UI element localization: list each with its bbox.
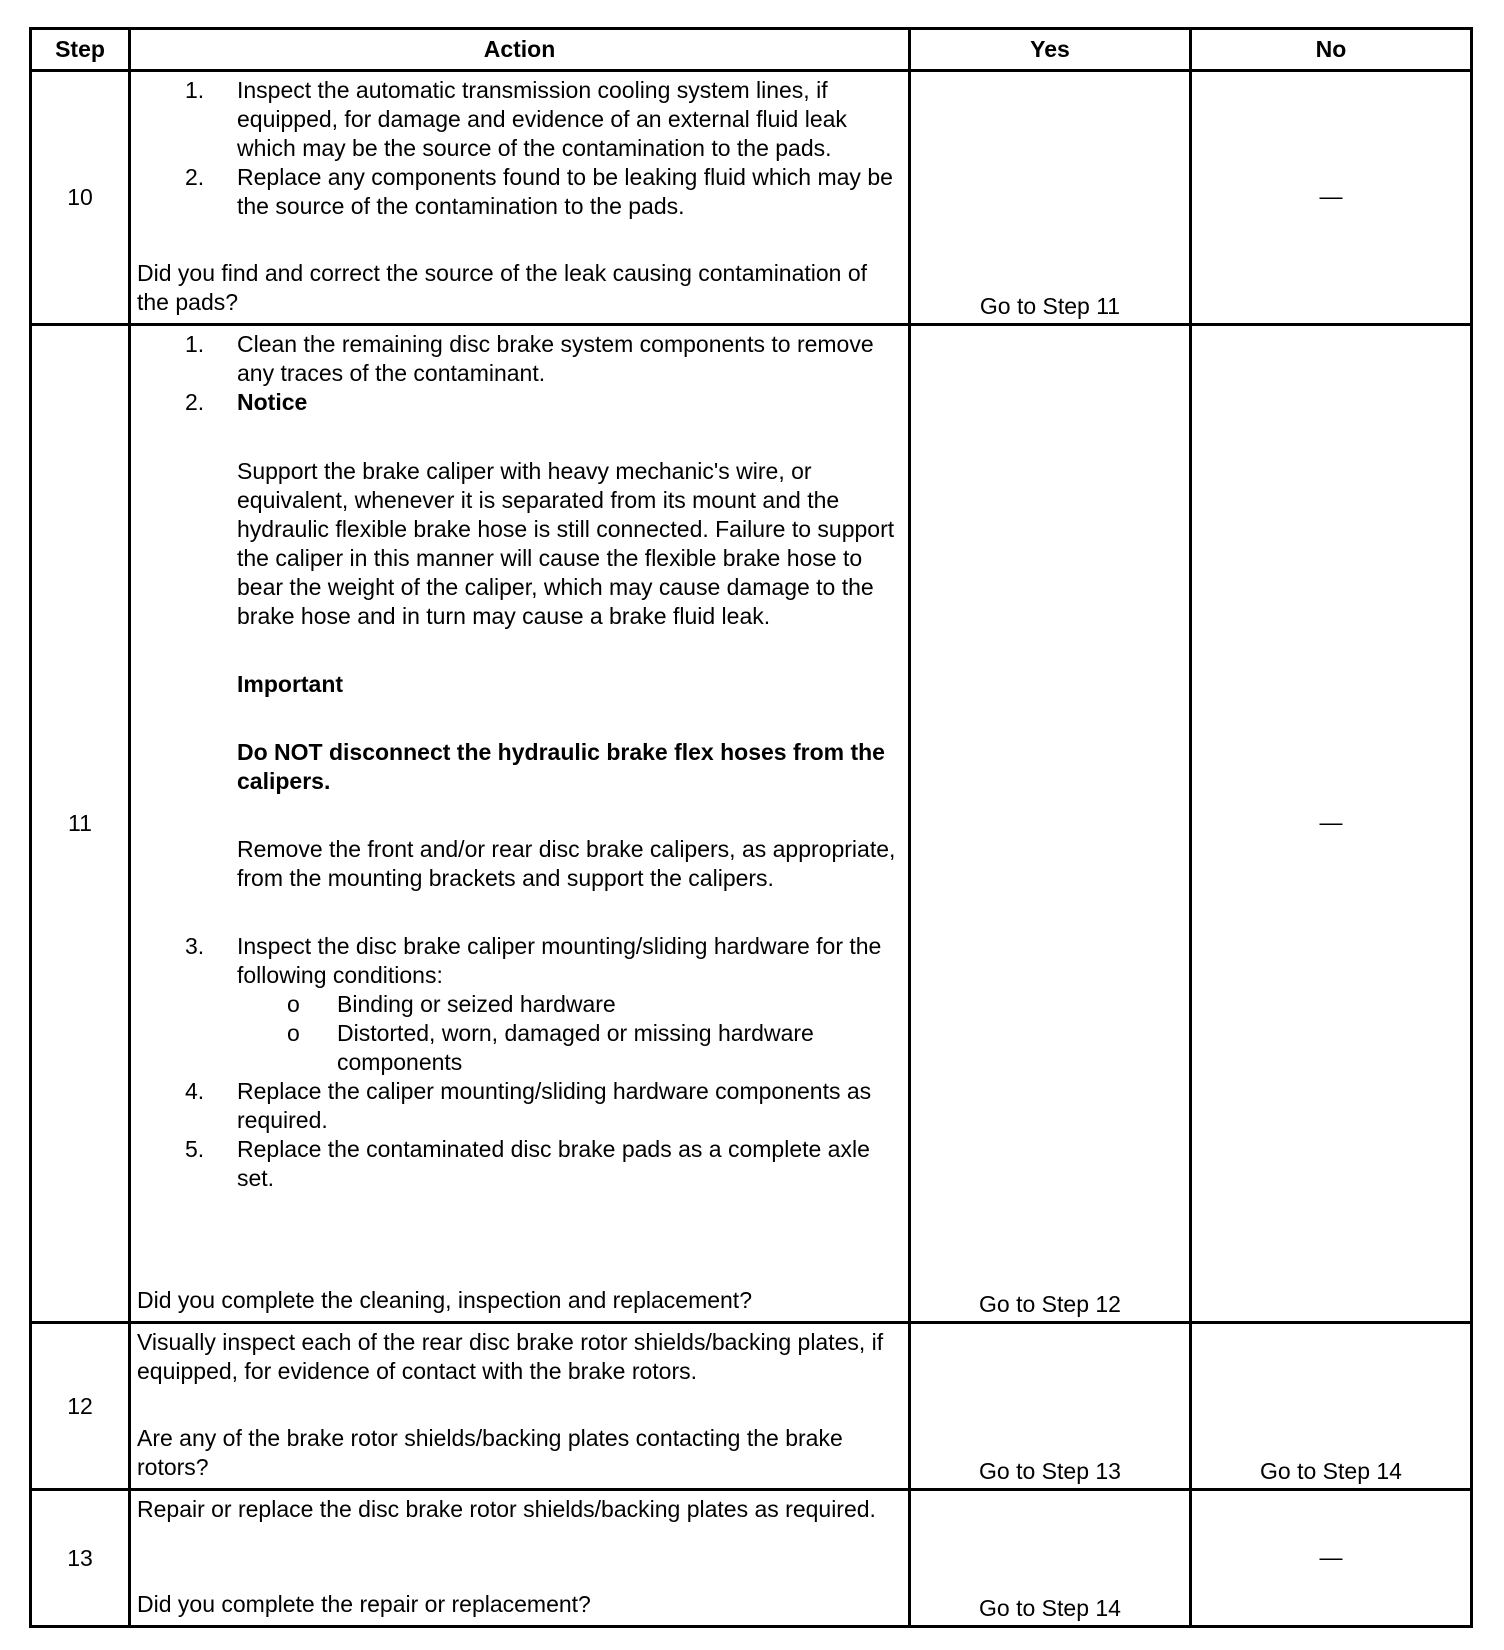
list-item: 3. Inspect the disc brake caliper mounting/sliding hardware for the following conditions: o Binding or seized hardware o Distorted, worn, damaged or missing hardware components (137, 932, 902, 1077)
step-number: 10 (31, 71, 130, 325)
yes-result: Go to Step 13 (910, 1323, 1191, 1490)
table-row (31, 71, 1472, 325)
action-list (137, 76, 902, 221)
list-item: 5. Replace the contaminated disc brake pads as a complete axle set. (185, 1136, 870, 1191)
header-step: Step (31, 29, 130, 71)
list-item: o Binding or seized hardware (287, 991, 616, 1017)
step-number: 11 (31, 325, 130, 1323)
no-result: — (1191, 325, 1472, 1323)
action-cell (130, 1323, 910, 1490)
step-instruction: Visually inspect each of the rear disc brake rotor shields/backing plates, if equipped, for evidence of contact with the brake rotors. (137, 1329, 884, 1384)
header-yes: Yes (910, 29, 1191, 71)
yes-result: Go to Step 11 (910, 71, 1191, 325)
yes-result: Go to Step 14 (910, 1490, 1191, 1627)
step-question: Are any of the brake rotor shields/backing plates contacting the brake rotors? (137, 1425, 843, 1480)
header-row (31, 29, 1472, 71)
yes-result: Go to Step 12 (910, 325, 1191, 1323)
table-row (31, 1490, 1472, 1627)
action-cell (130, 1490, 910, 1627)
table-row (31, 325, 1472, 1323)
header-no: No (1191, 29, 1472, 71)
action-cell (130, 71, 910, 325)
step-question: Did you find and correct the source of the leak causing contamination of the pads? (137, 260, 868, 315)
diagnostic-table (29, 27, 1473, 1628)
action-cell (130, 325, 910, 1323)
action-list (137, 330, 902, 1193)
header-action: Action (130, 29, 910, 71)
list-item: 1. Clean the remaining disc brake system components to remove any traces of the contaminant. (185, 331, 874, 386)
list-item: o Distorted, worn, damaged or missing hardware components (287, 1020, 814, 1075)
notice-title: Notice (237, 389, 308, 415)
important-title: Important (237, 671, 344, 697)
no-result: Go to Step 14 (1191, 1323, 1472, 1490)
list-item: 2. Notice Support the brake caliper with heavy mechanic's wire, or equivalent, whenever it is separated from its mount and the hydraulic flexible brake hose is still connected. Failure to support the caliper in this manner will cause the flexible brake hose to bear the weight of the caliper, which may cause damage to the brake hose and in turn may cause a brake fluid leak. Important Do NOT disconnect the hydraulic brake flex hoses from the calipers. Remove the front and/or rear disc brake calipers, as appropriate, from the mounting brackets and support the calipers. (137, 388, 902, 893)
remove-calipers-text: Remove the front and/or rear disc brake calipers, as appropriate, from the mounting brackets and support the calipers. (237, 836, 896, 891)
no-result: — (1191, 71, 1472, 325)
step-question: Did you complete the cleaning, inspection and replacement? (137, 1287, 752, 1313)
list-item: 1. Inspect the automatic transmission cooling system lines, if equipped, for damage and evidence of an external fluid leak which may be the source of the contamination to the pads. (185, 77, 847, 161)
list-item: 4. Replace the caliper mounting/sliding hardware components as required. (185, 1078, 872, 1133)
conditions-list (237, 990, 902, 1077)
step-question: Did you complete the repair or replacement? (137, 1591, 591, 1617)
notice-text: Support the brake caliper with heavy mechanic's wire, or equivalent, whenever it is separated from its mount and the hydraulic flexible brake hose is still connected. Failure to support the caliper in this manner will cause the flexible brake hose to bear the weight of the caliper, which may cause damage to the brake hose and in turn may cause a brake fluid leak. (237, 458, 895, 629)
important-text: Do NOT disconnect the hydraulic brake flex hoses from the calipers. (237, 739, 885, 794)
no-result: — (1191, 1490, 1472, 1627)
step-number: 12 (31, 1323, 130, 1490)
list-item: 2. Replace any components found to be leaking fluid which may be the source of the contamination to the pads. (185, 164, 893, 219)
step-number: 13 (31, 1490, 130, 1627)
table-row (31, 1323, 1472, 1490)
step-instruction: Repair or replace the disc brake rotor shields/backing plates as required. (137, 1496, 876, 1522)
